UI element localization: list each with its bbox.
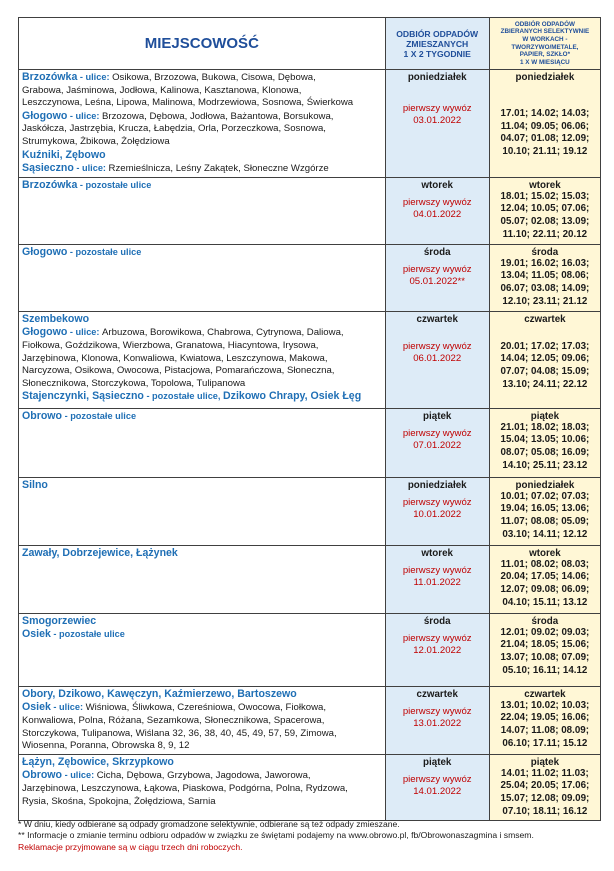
mixed-waste-cell [385,545,489,613]
first-pickup: pierwszy wywóz 03.01.2022 [402,103,472,127]
street-scope: - ulice: [73,163,109,174]
selective-dates: 17.01; 14.02; 14.03; 11.04; 09.05; 06.06; 04.07; 01.08; 12.09; 10.10; 21.11; 19.12 [500,108,590,157]
selective-waste-cell [489,613,600,686]
footnote-selective: * W dniu, kiedy odbierane są odpady gromadzone selektywnie, odbierane są też odpady zmieszane. [18,819,400,829]
selective-pickup-day: poniedziałek [515,72,575,83]
locality-line [22,701,382,715]
selective-dates: 11.01; 08.02; 08.03; 20.04; 17.05; 14.06; 12.07; 09.08; 06.09; 04.10; 15.11; 13.12 [500,558,590,608]
street-list: Słonecznikowa, Storczykowa, Topolowa, Tulipanowa [22,377,246,389]
locality-cell [19,70,386,178]
schedule-row [19,754,601,820]
street-list: Arbuzowa, Borowikowa, Chabrowa, Cytrynowa, Daliowa, [102,327,344,339]
locality-name: Brzozówka [22,178,78,191]
street-scope: - pozostałe ulice, [143,391,224,402]
selective-waste-cell [489,244,600,311]
selective-waste-cell [489,686,600,754]
selective-waste-cell [489,545,600,613]
locality-name: Obrowo [22,769,63,782]
locality-line [22,246,382,260]
street-scope: - ulice: [77,72,113,82]
locality-line [22,479,382,493]
locality-name: Stajenczynki, Sąsieczno [22,390,144,403]
mixed-waste-cell [385,311,489,408]
street-scope: - pozostałe ulice [62,410,137,421]
selective-pickup-day: piątek [530,410,560,422]
first-pickup: pierwszy wywóz 04.01.2022 [402,196,472,221]
mixed-pickup-day: wtorek [421,547,453,559]
mixed-pickup-day: piątek [423,756,452,768]
mixed-waste-cell [385,70,489,178]
schedule-row [19,613,601,686]
street-scope: - ulice: [67,110,103,121]
footnotes [18,819,534,853]
schedule-row [19,177,601,244]
header-mixed: ODBIÓR ODPADÓW ZMIESZANYCH 1 X 2 TYGODNIE [385,18,489,70]
locality-line [22,365,382,378]
selective-pickup-day: czwartek [524,313,566,325]
mixed-waste-cell [385,408,489,477]
locality-line [22,769,382,783]
locality-cell [19,177,386,244]
locality-cell [19,477,386,545]
mixed-pickup-day: poniedziałek [407,479,467,491]
mixed-waste-cell [385,177,489,244]
locality-line [22,162,382,176]
street-list: Wiosenna, Poranna, Obrowska 8, 9, 12 [22,740,190,752]
selective-dates: 12.01; 09.02; 09.03; 21.04; 18.05; 15.06; 13.07; 10.08; 07.09; 05.10; 16.11; 14.12 [500,626,590,676]
locality-line [22,378,382,391]
locality-name: Głogowo [22,109,68,122]
locality-name: Osiek [22,701,51,714]
selective-pickup-day: poniedziałek [515,479,575,491]
selective-waste-cell [489,311,600,408]
locality-name: Brzozówka [22,71,78,83]
street-list: Rzemieślnicza, Leśny Zakątek, Słoneczne Wzgórze [108,163,329,175]
street-list: Rysia, Skośna, Spokojna, Żołędziowa, Sarnia [22,795,216,807]
first-pickup: pierwszy wywóz 05.01.2022** [402,263,472,288]
selective-waste-cell [489,754,600,820]
street-list: Storczykowa, Tulipanowa, Wiślana 32, 36, 38, 40, 45, 49, 57, 59, Zimowa, [22,727,337,739]
locality-name: Szembekowo [22,312,90,325]
complaints-note: Reklamacje przyjmowane są w ciągu trzech dni roboczych. [18,841,243,852]
selective-waste-cell [489,177,600,244]
locality-line [22,71,382,85]
street-list: Osikowa, Brzozowa, Bukowa, Cisowa, Dębowa, [112,72,316,83]
header-selective: ODBIÓR ODPADÓW ZBIERANYCH SELEKTYWNIE W WORKACH - TWORZYWO/METALE, PAPIER, SZKŁO* 1 X W MIESIĄCU [489,18,600,70]
selective-waste-cell [489,408,600,477]
schedule-row [19,545,601,613]
street-list: Jarzębinowa, Leszczynowa, Łąkowa, Piaskowa, Podgórna, Polna, Rydzowa, [22,782,348,794]
selective-pickup-day: środa [531,246,559,258]
locality-name: Sąsieczno [22,162,74,175]
locality-line [22,390,382,404]
selective-dates: 21.01; 18.02; 18.03; 15.04; 13.05; 10.06; 08.07; 05.08; 16.09; 14.10; 25.11; 23.12 [500,421,590,471]
first-pickup: pierwszy wywóz 14.01.2022 [402,773,472,798]
schedule-table [18,17,601,821]
street-scope: - pozostałe ulice [67,246,142,257]
street-list: Jaskółcza, Jastrzębia, Krucza, Łabędzia, Orla, Porzeczkowa, Sosnowa, [22,123,326,135]
street-list: Konwaliowa, Polna, Różana, Sezamkowa, Słonecznikowa, Spacerowa, [22,714,325,726]
street-list: Grabowa, Jaśminowa, Jodłowa, Kalinowa, Kasztanowa, Klonowa, [22,84,302,96]
selective-pickup-day: piątek [530,756,560,768]
locality-line [22,688,382,702]
locality-cell [19,754,386,820]
selective-dates: 19.01; 16.02; 16.03; 13.04; 11.05; 08.06; 06.07; 03.08; 14.09; 12.10; 23.11; 21.12 [500,257,590,307]
mixed-pickup-day: środa [423,615,451,627]
locality-name: Obrowo [22,409,63,422]
first-pickup: pierwszy wywóz 12.01.2022 [402,632,472,657]
schedule-row [19,70,601,178]
schedule-row [19,311,601,408]
selective-pickup-day: środa [531,615,559,627]
locality-line [22,326,382,340]
locality-line [22,740,382,753]
mixed-pickup-day: poniedziałek [407,72,467,83]
locality-line [22,353,382,366]
locality-cell [19,613,386,686]
selective-dates: 13.01; 10.02; 10.03; 22.04; 19.05; 16.06; 14.07; 11.08; 08.09; 06.10; 17.11; 15.12 [500,699,590,749]
selective-pickup-day: wtorek [529,179,561,191]
schedule-sheet [18,17,601,821]
locality-line [22,179,382,193]
locality-name: Osiek [22,628,51,641]
locality-line [22,85,382,98]
locality-line [22,547,382,561]
mixed-pickup-day: wtorek [421,179,453,191]
locality-cell [19,408,386,477]
street-scope: - ulice: [67,327,103,338]
footnote-holidays: ** Informacje o zmianie terminu odbioru odpadów w związku ze świętami podajemy na www.obrowo.pl, fb/Obrowonaszagmina i smsem. [18,830,534,841]
street-scope: - pozostałe ulice [77,179,152,190]
street-list: Fiołkowa, Goździkowa, Wierzbowa, Granatowa, Hiacyntowa, Irysowa, [22,339,319,351]
selective-dates: 18.01; 15.02; 15.03; 12.04; 10.05; 07.06; 05.07; 02.08; 13.09; 11.10; 22.11; 20.12 [500,190,590,240]
schedule-row [19,244,601,311]
mixed-pickup-day: czwartek [416,688,458,700]
selective-pickup-day: czwartek [524,688,566,700]
locality-name: Zawały, Dobrzejewice, Łążynek [22,546,178,559]
selective-waste-cell [489,70,600,178]
locality-name: Łążyn, Zębowice, Skrzypkowo [22,755,174,768]
locality-line [22,728,382,741]
street-scope: - ulice: [50,702,86,713]
locality-line [22,97,382,110]
mixed-pickup-day: czwartek [416,313,458,325]
locality-line [22,136,382,149]
street-scope: - pozostałe ulice [50,629,125,640]
mixed-waste-cell [385,754,489,820]
locality-line [22,715,382,728]
mixed-pickup-day: środa [423,246,451,258]
locality-line [22,340,382,353]
first-pickup: pierwszy wywóz 11.01.2022 [402,564,472,589]
locality-name: Silno [22,478,48,491]
street-list: Brzozowa, Dębowa, Jodłowa, Bażantowa, Borsukowa, [102,110,334,122]
selective-waste-cell [489,477,600,545]
locality-cell [19,244,386,311]
header-row [19,18,601,70]
locality-line [22,783,382,796]
locality-name: Głogowo [22,245,68,258]
locality-line [22,410,382,424]
selective-dates: 20.01; 17.02; 17.03; 14.04; 12.05; 09.06; 07.07; 04.08; 15.09; 13.10; 24.11; 22.12 [500,340,590,390]
first-pickup: pierwszy wywóz 13.01.2022 [402,705,472,730]
schedule-row [19,408,601,477]
locality-line [22,123,382,136]
locality-name: Dzikowo Chrapy, Osiek Łęg [223,390,362,403]
locality-line [22,756,382,770]
locality-line [22,110,382,124]
street-list: Leszczynowa, Leśna, Lipowa, Malinowa, Modrzewiowa, Sosnowa, Świerkowa [22,97,354,109]
mixed-pickup-day: piątek [423,410,452,422]
mixed-waste-cell [385,244,489,311]
locality-line [22,313,382,327]
mixed-waste-cell [385,477,489,545]
locality-line [22,615,382,629]
schedule-row [19,477,601,545]
street-scope: - ulice: [62,770,97,781]
selective-dates: 14.01; 11.02; 11.03; 25.04; 20.05; 17.06; 15.07; 12.08; 09.09; 07.10; 18.11; 16.12 [500,767,590,817]
first-pickup: pierwszy wywóz 06.01.2022 [402,340,472,365]
locality-name: Obory, Dzikowo, Kawęczyn, Kaźmierzewo, Bartoszewo [22,687,297,700]
first-pickup: pierwszy wywóz 10.01.2022 [402,496,472,521]
street-list: Narcyzowa, Osikowa, Owocowa, Pistacjowa, Pomarańczowa, Słoneczna, [22,365,335,377]
locality-cell [19,311,386,408]
locality-cell [19,545,386,613]
street-list: Cicha, Dębowa, Grzybowa, Jagodowa, Jaworowa, [96,770,311,782]
locality-name: Smogorzewiec [22,614,97,627]
street-list: Jarzębinowa, Klonowa, Konwaliowa, Kwiatowa, Leszczynowa, Makowa, [22,352,328,364]
locality-name: Głogowo [22,326,68,339]
street-list: Wiśniowa, Śliwkowa, Czereśniowa, Owocowa, Fiołkowa, [85,702,327,714]
street-list: Strumykowa, Żbikowa, Żołędziowa [22,135,170,147]
selective-dates: 10.01; 07.02; 07.03; 19.04; 16.05; 13.06; 11.07; 08.08; 05.09; 03.10; 14.11; 12.12 [500,490,590,540]
locality-cell [19,686,386,754]
locality-name: Kuźniki, Zębowo [22,148,106,161]
locality-line [22,628,382,642]
selective-pickup-day: wtorek [529,547,561,559]
schedule-row [19,686,601,754]
first-pickup: pierwszy wywóz 07.01.2022 [402,427,472,452]
mixed-waste-cell [385,686,489,754]
header-locality: MIEJSCOWOŚĆ [19,18,386,70]
locality-line [22,796,382,809]
locality-line [22,149,382,163]
mixed-waste-cell [385,613,489,686]
